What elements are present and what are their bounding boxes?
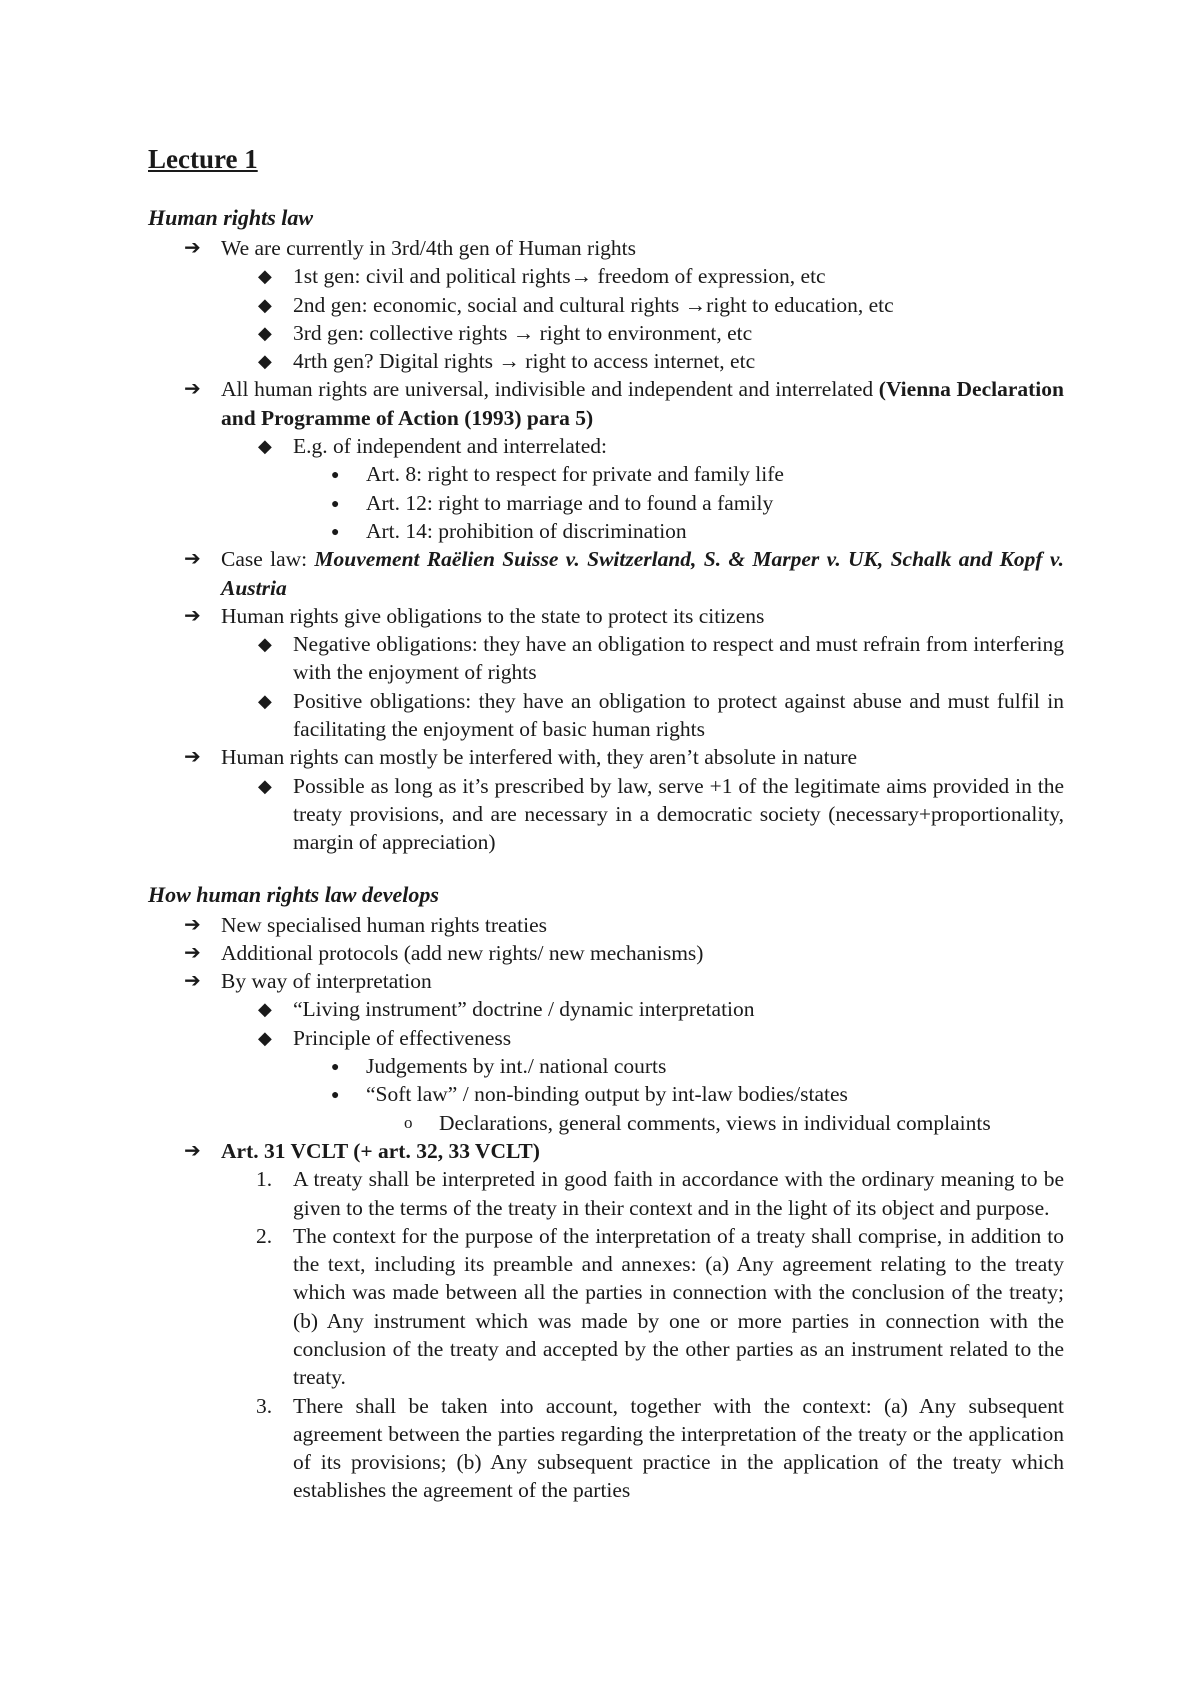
diamond-bullet-icon: ◆ (258, 775, 272, 796)
arrow-bullet-icon: ➔ (184, 378, 201, 401)
section-heading-how-law-develops: How human rights law develops (148, 881, 439, 907)
arrow-bullet-icon: ➔ (184, 237, 201, 259)
list-item: ◆ 3rd gen: collective rights → right to environment, etc (148, 319, 1064, 347)
case-law-citation: Mouvement Raëlien Suisse v. Switzerland, S. & Marper v. UK, Schalk and Kopf v. Austria (221, 547, 1064, 600)
list-item: ● Art. 8: right to respect for private and family life (148, 460, 1064, 488)
document-page (148, 142, 1064, 1505)
page-title: Lecture 1 (148, 144, 258, 174)
list-item: ➔ We are currently in 3rd/4th gen of Human rights (148, 234, 1064, 262)
dot-bullet-icon: ● (331, 1088, 340, 1104)
list-item: ◆ E.g. of independent and interrelated: (148, 432, 1064, 460)
list-item: ➔ Additional protocols (add new rights/ new mechanisms) (148, 939, 1064, 967)
arrow-bullet-icon: ➔ (184, 548, 201, 571)
list-item: ➔ Human rights can mostly be interfered with, they aren’t absolute in nature (148, 743, 1064, 771)
list-item: ➔ All human rights are universal, indivisible and independent and interrelated (Vienna Declaration and Programme of Action (1993) para 5) (184, 377, 1064, 430)
list-item: ◆ 4rth gen? Digital rights → right to access internet, etc (148, 347, 1064, 375)
diamond-bullet-icon: ◆ (258, 351, 272, 372)
list-item: ➔ New specialised human rights treaties (148, 911, 1064, 939)
list-item: ➔ Human rights give obligations to the state to protect its citizens (148, 602, 1064, 630)
list-item: ◆ “Living instrument” doctrine / dynamic interpretation (148, 995, 1064, 1023)
arrow-bullet-icon: ➔ (184, 913, 201, 936)
list-item: ◆ Positive obligations: they have an obligation to protect against abuse and must fulfil in facilitating the enjoyment of basic human rights (258, 688, 1064, 742)
list-item: ◆ Possible as long as it’s prescribed by law, serve +1 of the legitimate aims provided in the treaty provisions, and are necessary in a democratic society (necessary+proportionality, margin of appreciation) (258, 773, 1064, 855)
list-item: ● Art. 12: right to marriage and to found a family (148, 489, 1064, 517)
diamond-bullet-icon: ◆ (258, 634, 272, 655)
dot-bullet-icon: ● (331, 468, 340, 484)
numbered-item: 1. A treaty shall be interpreted in good faith in accordance with the ordinary meaning to be given to the terms of the treaty in their context and in the light of its object and purpose. (256, 1167, 1064, 1220)
arrow-bullet-icon: ➔ (184, 970, 201, 993)
diamond-bullet-icon: ◆ (258, 436, 272, 457)
list-item: ◆ 2nd gen: economic, social and cultural rights →right to education, etc (148, 291, 1064, 319)
list-item: ◆ Principle of effectiveness (148, 1024, 1064, 1052)
list-item: ➔ Case law: Mouvement Raëlien Suisse v. Switzerland, S. & Marper v. UK, Schalk and Kopf v. Austria (184, 547, 1064, 600)
citation: (Vienna Declaration and Programme of Action (1993) para 5) (221, 377, 1064, 430)
article-reference: Art. 31 VCLT (+ art. 32, 33 VCLT) (221, 1138, 540, 1163)
list-item: ◆ Negative obligations: they have an obligation to respect and must refrain from interfering with the enjoyment of rights (258, 632, 1064, 685)
numbered-item: 3. There shall be taken into account, together with the context: (a) Any subsequent agreement between the parties regarding the interpretation of the treaty or the application of its provisions; (b) Any subsequent practice in the application of the treaty which establishes the agreement of the parties (256, 1393, 1064, 1503)
list-item: ● “Soft law” / non-binding output by int-law bodies/states (148, 1080, 1064, 1108)
circle-bullet-icon: o (404, 1112, 413, 1132)
numbered-item: 2. The context for the purpose of the interpretation of a treaty shall comprise, in addition to the text, including its preamble and annexes: (a) Any agreement relating to the treaty which was made between all the parties in connection with the conclusion of the treaty; (b) Any instrument which was made by one or more parties in connection with the conclusion of the treaty and accepted by the other parties as an instrument related to the treaty. (256, 1223, 1064, 1390)
dot-bullet-icon: ● (331, 496, 340, 512)
arrow-bullet-icon: ➔ (184, 604, 201, 627)
diamond-bullet-icon: ◆ (258, 266, 272, 287)
dot-bullet-icon: ● (331, 1060, 340, 1076)
arrow-bullet-icon: ➔ (184, 746, 201, 769)
section-heading-human-rights-law: Human rights law (148, 205, 314, 230)
diamond-bullet-icon: ◆ (258, 322, 272, 343)
diamond-bullet-icon: ◆ (258, 999, 272, 1020)
item-number: 1. (256, 1167, 273, 1192)
item-number: 3. (256, 1393, 273, 1418)
arrow-bullet-icon: ➔ (184, 941, 201, 964)
list-item: ◆ 1st gen: civil and political rights→ freedom of expression, etc (148, 262, 1064, 290)
list-item (148, 1137, 1064, 1165)
arrow-bullet-icon: ➔ (184, 1139, 201, 1162)
list-item: o Declarations, general comments, views in individual complaints (148, 1109, 1064, 1137)
dot-bullet-icon: ● (331, 524, 340, 540)
list-item: ● Judgements by int./ national courts (148, 1052, 1064, 1080)
list-item: ➔ By way of interpretation (148, 967, 1064, 995)
diamond-bullet-icon: ◆ (258, 294, 272, 315)
list-item: ● Art. 14: prohibition of discrimination (148, 517, 1064, 545)
diamond-bullet-icon: ◆ (258, 690, 272, 711)
item-number: 2. (256, 1223, 273, 1248)
diamond-bullet-icon: ◆ (258, 1027, 272, 1048)
